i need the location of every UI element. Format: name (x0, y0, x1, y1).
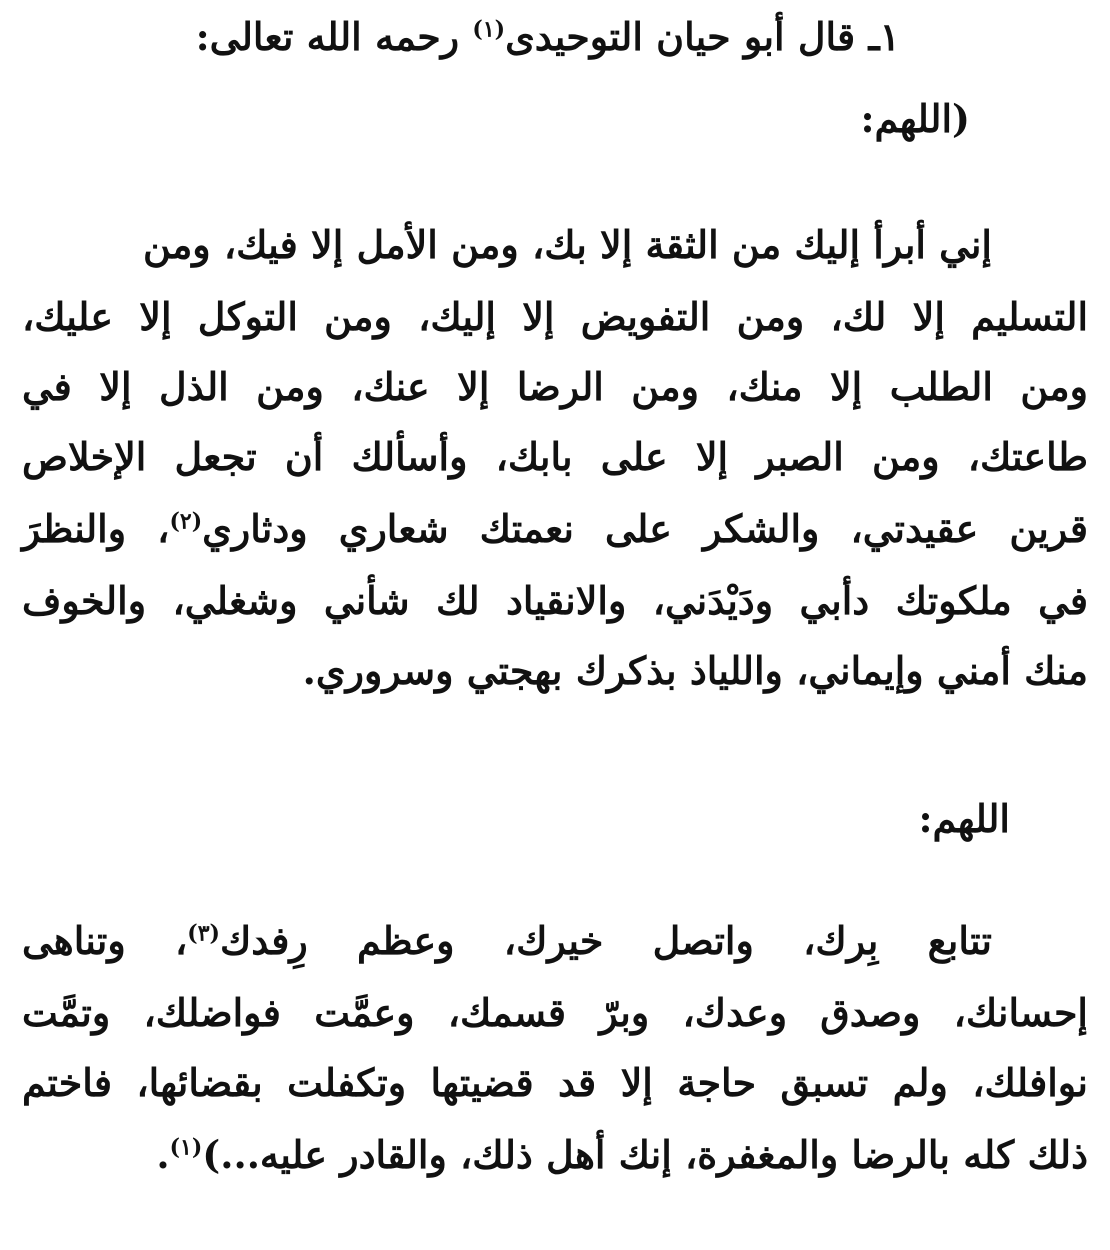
paragraph-2-line-4-ending: . (156, 1132, 170, 1177)
paragraph-2-line-4 (22, 1120, 1088, 1190)
paragraph-1-line-5-ending: ، والنظرَ (22, 506, 170, 551)
entry-heading-continuation: رحمه الله تعالى: (195, 14, 460, 59)
paragraph-1-line-4: طاعتك، ومن الصبر إلا على بابك، وأسألك أن تجعل الإخلاص (22, 434, 1088, 479)
paragraph-1-line-2: التسليم إلا لك، ومن التفويض إلا إليك، ومن التوكل إلا عليك، (22, 294, 1088, 339)
footnote-marker: (٢) (169, 508, 203, 535)
entry-number: ١ـ (868, 14, 900, 59)
paragraph-2-line-4-text: ذلك كله بالرضا والمغفرة، إنك أهل ذلك، والقادر عليه...) (202, 1132, 1088, 1177)
entry-author-text: قال أبو حيان التوحيدى (505, 14, 856, 59)
entry-heading (180, 2, 900, 72)
paragraph-2-line-1-ending: ، وتناهى (22, 918, 188, 963)
paragraph-1-line-1: إني أبرأ إليك من الثقة إلا بك، ومن الأمل إلا فيك، ومن (143, 222, 992, 267)
paragraph-1-line-5-text: قرين عقيدتي، والشكر على نعمتك شعاري ودثاري (202, 506, 1088, 551)
paragraph-1-line-3: ومن الطلب إلا منك، ومن الرضا إلا عنك، ومن الذل إلا في (22, 364, 1088, 409)
footnote-marker: (١) (472, 16, 506, 43)
paragraph-2-line-3: نوافلك، ولم تسبق حاجة إلا قد قضيتها وتكفلت بقضائها، فاختم (22, 1060, 1088, 1105)
footnote-marker: (١) (169, 1134, 203, 1161)
opening-invocation: (اللهم: (860, 96, 970, 141)
paragraph-2-line-1 (22, 906, 992, 976)
second-invocation: اللهم: (918, 796, 1010, 841)
paragraph-1-line-6: في ملكوتك دأبي ودَيْدَني، والانقياد لك شأني وشغلي، والخوف (22, 578, 1088, 623)
footnote-marker: (٣) (187, 920, 220, 947)
paragraph-1-line-7: منك أمني وإيماني، واللياذ بذكرك بهجتي وسروري. (302, 648, 1088, 693)
paragraph-1-line-5 (22, 494, 1088, 564)
paragraph-2-line-1-text: تتابع بِرك، واتصل خيرك، وعظم رِفدك (219, 918, 992, 963)
paragraph-2-line-2: إحسانك، وصدق وعدك، وبرّ قسمك، وعمَّت فواضلك، وتمَّت (22, 990, 1088, 1035)
